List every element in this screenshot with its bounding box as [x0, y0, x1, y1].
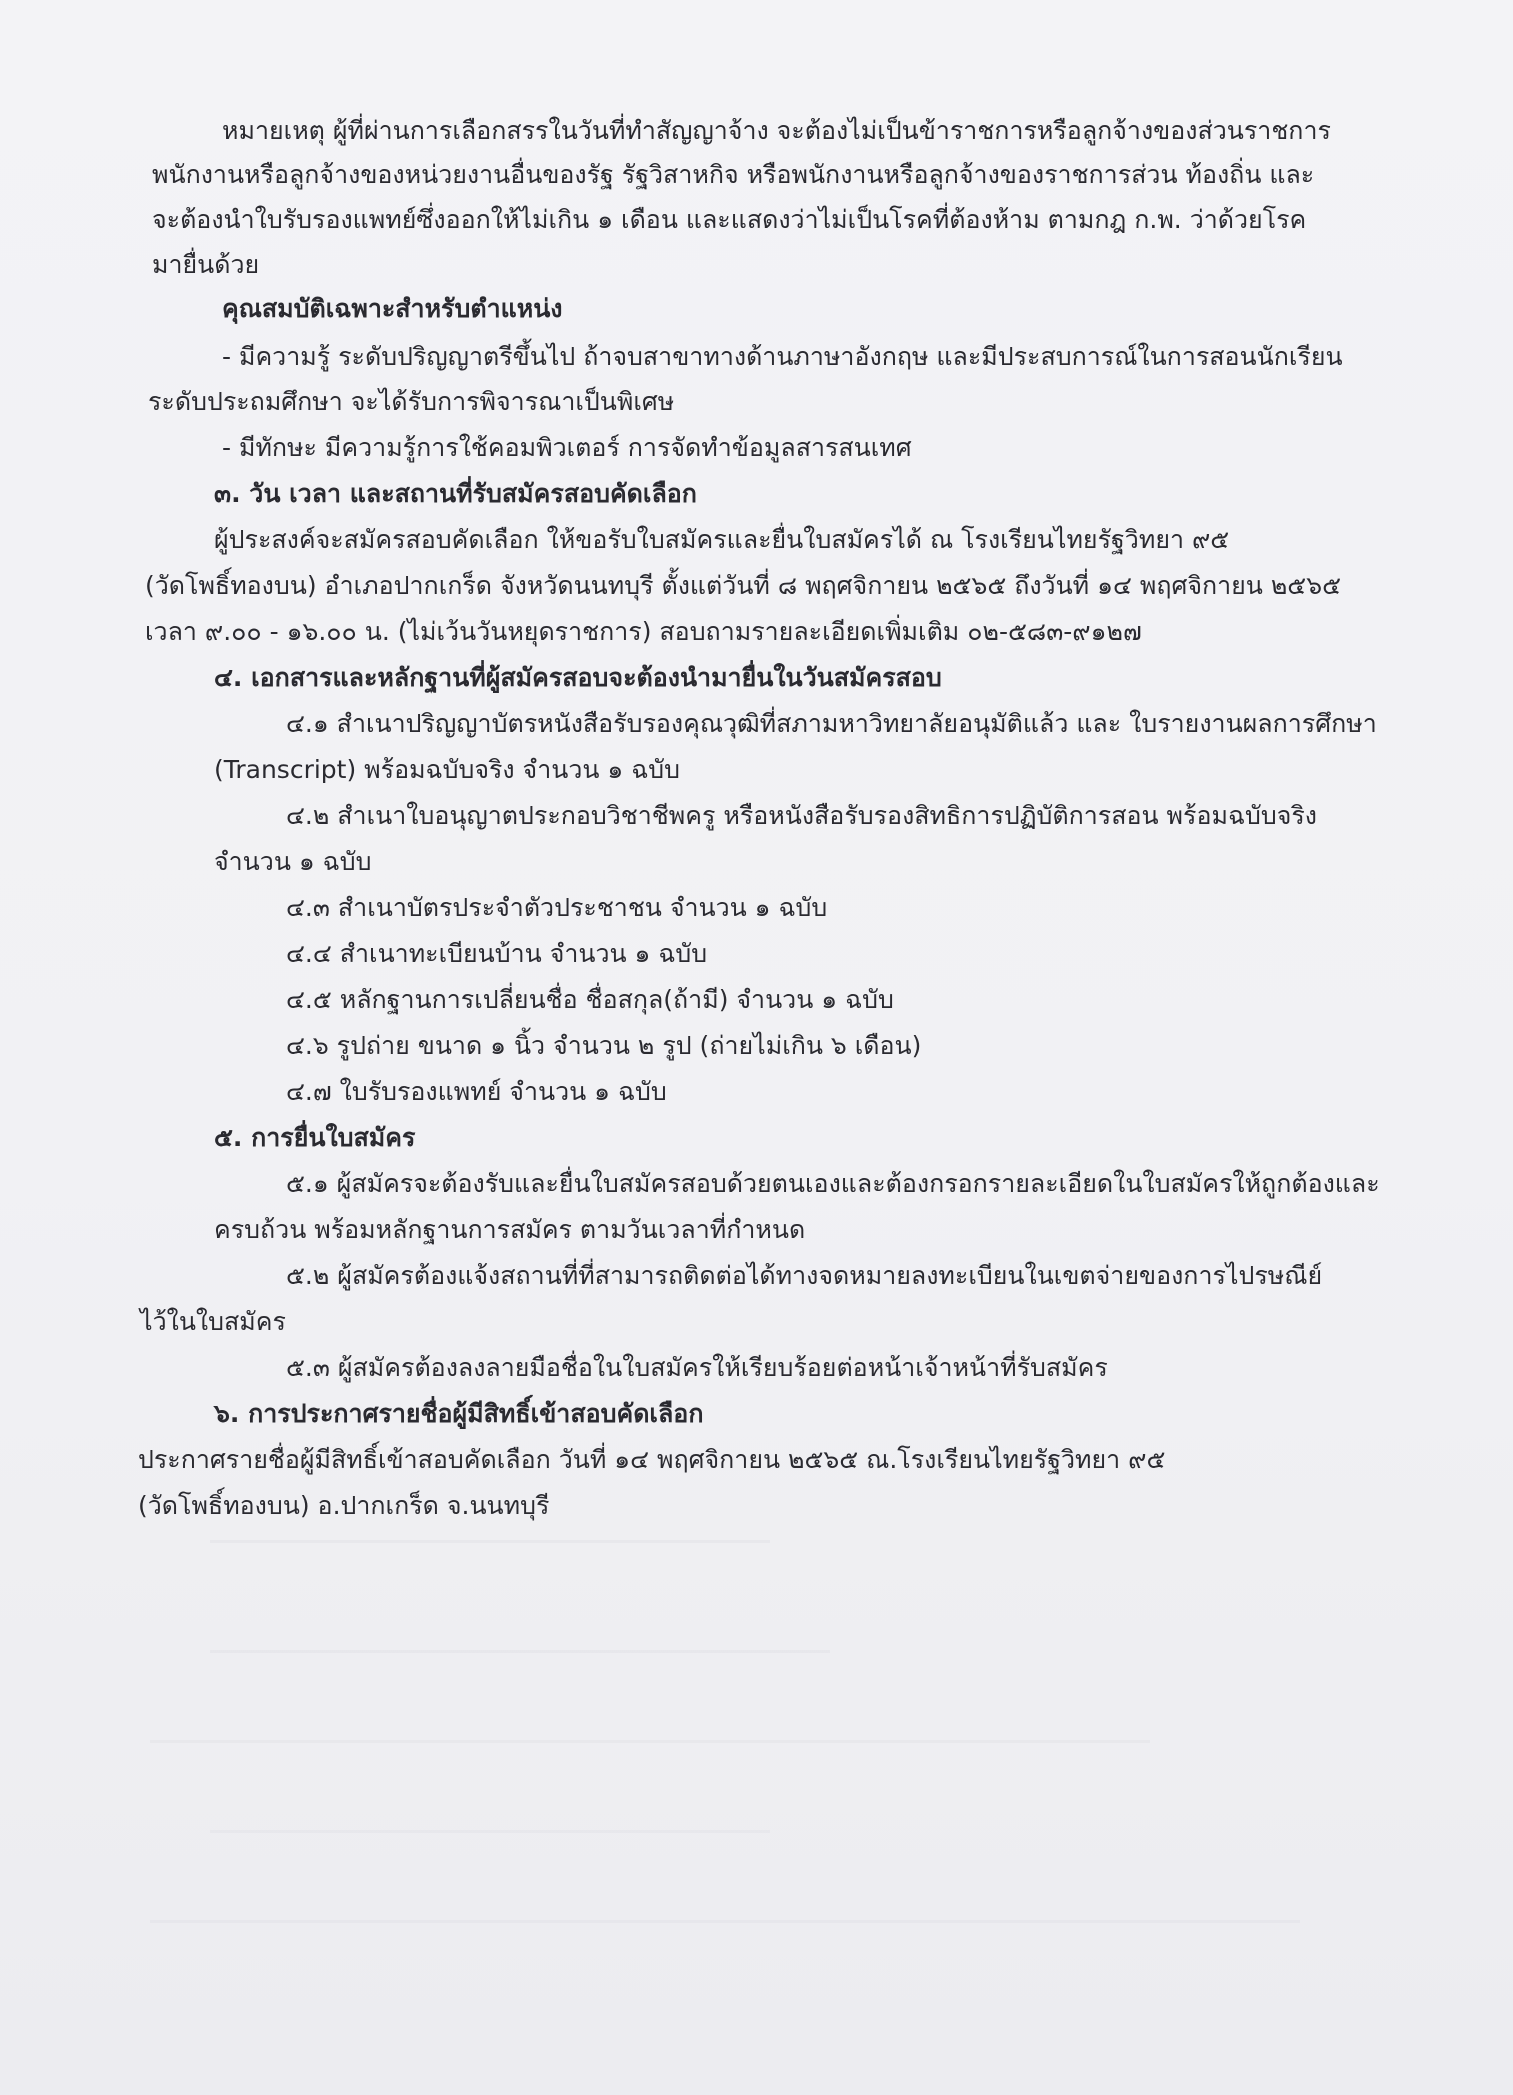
note-line-2: พนักงานหรือลูกจ้างของหน่วยงานอื่นของรัฐ รัฐวิสาหกิจ หรือพนักงานหรือลูกจ้างของราชการส่วน ท้องถิ่น และ [152, 160, 1315, 189]
note-line-1: หมายเหตุ ผู้ที่ผ่านการเลือกสรรในวันที่ทำสัญญาจ้าง จะต้องไม่เป็นข้าราชการหรือลูกจ้างของส่วนราชการ [222, 116, 1331, 145]
section-4-item-6: ๔.๖ รูปถ่าย ขนาด ๑ นิ้ว จำนวน ๒ รูป (ถ่ายไม่เกิน ๖ เดือน) [286, 1031, 922, 1060]
section-3-line-3: เวลา ๙.๐๐ - ๑๖.๐๐ น. (ไม่เว้นวันหยุดราชการ) สอบถามรายละเอียดเพิ่มเติม ๐๒-๕๘๓-๙๑๒๗ [145, 617, 1142, 646]
qualification-item-2: - มีทักษะ มีความรู้การใช้คอมพิวเตอร์ การจัดทำข้อมูลสารสนเทศ [222, 433, 912, 462]
section-3-heading: ๓. วัน เวลา และสถานที่รับสมัครสอบคัดเลือก [214, 479, 697, 508]
section-4-item-1-line-2: (Transcript) พร้อมฉบับจริง จำนวน ๑ ฉบับ [214, 755, 680, 784]
section-3-line-1: ผู้ประสงค์จะสมัครสอบคัดเลือก ให้ขอรับใบสมัครและยื่นใบสมัครได้ ณ โรงเรียนไทยรัฐวิทยา ๙๕ [214, 525, 1230, 554]
qualification-item-1-line-2: ระดับประถมศึกษา จะได้รับการพิจารณาเป็นพิเศษ [148, 387, 675, 416]
section-4-item-2-line-2: จำนวน ๑ ฉบับ [214, 847, 372, 876]
section-5-item-1-line-2: ครบถ้วน พร้อมหลักฐานการสมัคร ตามวันเวลาที่กำหนด [214, 1215, 806, 1244]
section-4-item-3: ๔.๓ สำเนาบัตรประจำตัวประชาชน จำนวน ๑ ฉบับ [286, 893, 828, 922]
section-5-heading: ๕. การยื่นใบสมัคร [214, 1123, 416, 1152]
section-4-item-5: ๔.๕ หลักฐานการเปลี่ยนชื่อ ชื่อสกุล(ถ้ามี) จำนวน ๑ ฉบับ [286, 985, 894, 1014]
section-3-line-2: (วัดโพธิ์ทองบน) อำเภอปากเกร็ด จังหวัดนนทบุรี ตั้งแต่วันที่ ๘ พฤศจิกายน ๒๕๖๕ ถึงวันที่ ๑๔ พฤศจิกายน ๒๕๖๕ [145, 571, 1342, 600]
section-4-item-4: ๔.๔ สำเนาทะเบียนบ้าน จำนวน ๑ ฉบับ [286, 939, 708, 968]
qualifications-heading: คุณสมบัติเฉพาะสำหรับตำแหน่ง [222, 294, 563, 323]
section-6-line-1: ประกาศรายชื่อผู้มีสิทธิ์เข้าสอบคัดเลือก วันที่ ๑๔ พฤศจิกายน ๒๕๖๕ ณ.โรงเรียนไทยรัฐวิทยา ๙๕ [138, 1445, 1166, 1474]
note-line-4: มายื่นด้วย [152, 250, 260, 279]
section-4-heading: ๔. เอกสารและหลักฐานที่ผู้สมัครสอบจะต้องนำมายื่นในวันสมัครสอบ [214, 663, 942, 692]
section-4-item-2-line-1: ๔.๒ สำเนาใบอนุญาตประกอบวิชาชีพครู หรือหนังสือรับรองสิทธิการปฏิบัติการสอน พร้อมฉบับจริง [286, 801, 1317, 830]
section-5-item-1-line-1: ๕.๑ ผู้สมัครจะต้องรับและยื่นใบสมัครสอบด้วยตนเองและต้องกรอกรายละเอียดในใบสมัครให้ถูกต้องและ [286, 1169, 1380, 1198]
qualification-item-1-line-1: - มีความรู้ ระดับปริญญาตรีขึ้นไป ถ้าจบสาขาทางด้านภาษาอังกฤษ และมีประสบการณ์ในการสอนนักเรียน [222, 342, 1343, 371]
bleed-through-area [150, 1540, 1300, 1960]
section-5-item-3: ๕.๓ ผู้สมัครต้องลงลายมือชื่อในใบสมัครให้เรียบร้อยต่อหน้าเจ้าหน้าที่รับสมัคร [286, 1353, 1108, 1382]
section-4-item-7: ๔.๗ ใบรับรองแพทย์ จำนวน ๑ ฉบับ [286, 1077, 667, 1106]
section-6-line-2: (วัดโพธิ์ทองบน) อ.ปากเกร็ด จ.นนทบุรี [138, 1491, 550, 1520]
section-5-item-2-line-2: ไว้ในใบสมัคร [140, 1307, 286, 1336]
section-6-heading: ๖. การประกาศรายชื่อผู้มีสิทธิ์เข้าสอบคัดเลือก [214, 1399, 704, 1428]
section-5-item-2-line-1: ๕.๒ ผู้สมัครต้องแจ้งสถานที่ที่สามารถติดต่อได้ทางจดหมายลงทะเบียนในเขตจ่ายของการไปรษณีย์ [286, 1261, 1323, 1290]
note-line-3: จะต้องนำใบรับรองแพทย์ซึ่งออกให้ไม่เกิน ๑ เดือน และแสดงว่าไม่เป็นโรคที่ต้องห้าม ตามกฎ ก.พ. ว่าด้วยโรค [152, 205, 1307, 234]
section-4-item-1-line-1: ๔.๑ สำเนาปริญญาบัตรหนังสือรับรองคุณวุฒิที่สภามหาวิทยาลัยอนุมัติแล้ว และ ใบรายงานผลการศึกษา [286, 709, 1377, 738]
